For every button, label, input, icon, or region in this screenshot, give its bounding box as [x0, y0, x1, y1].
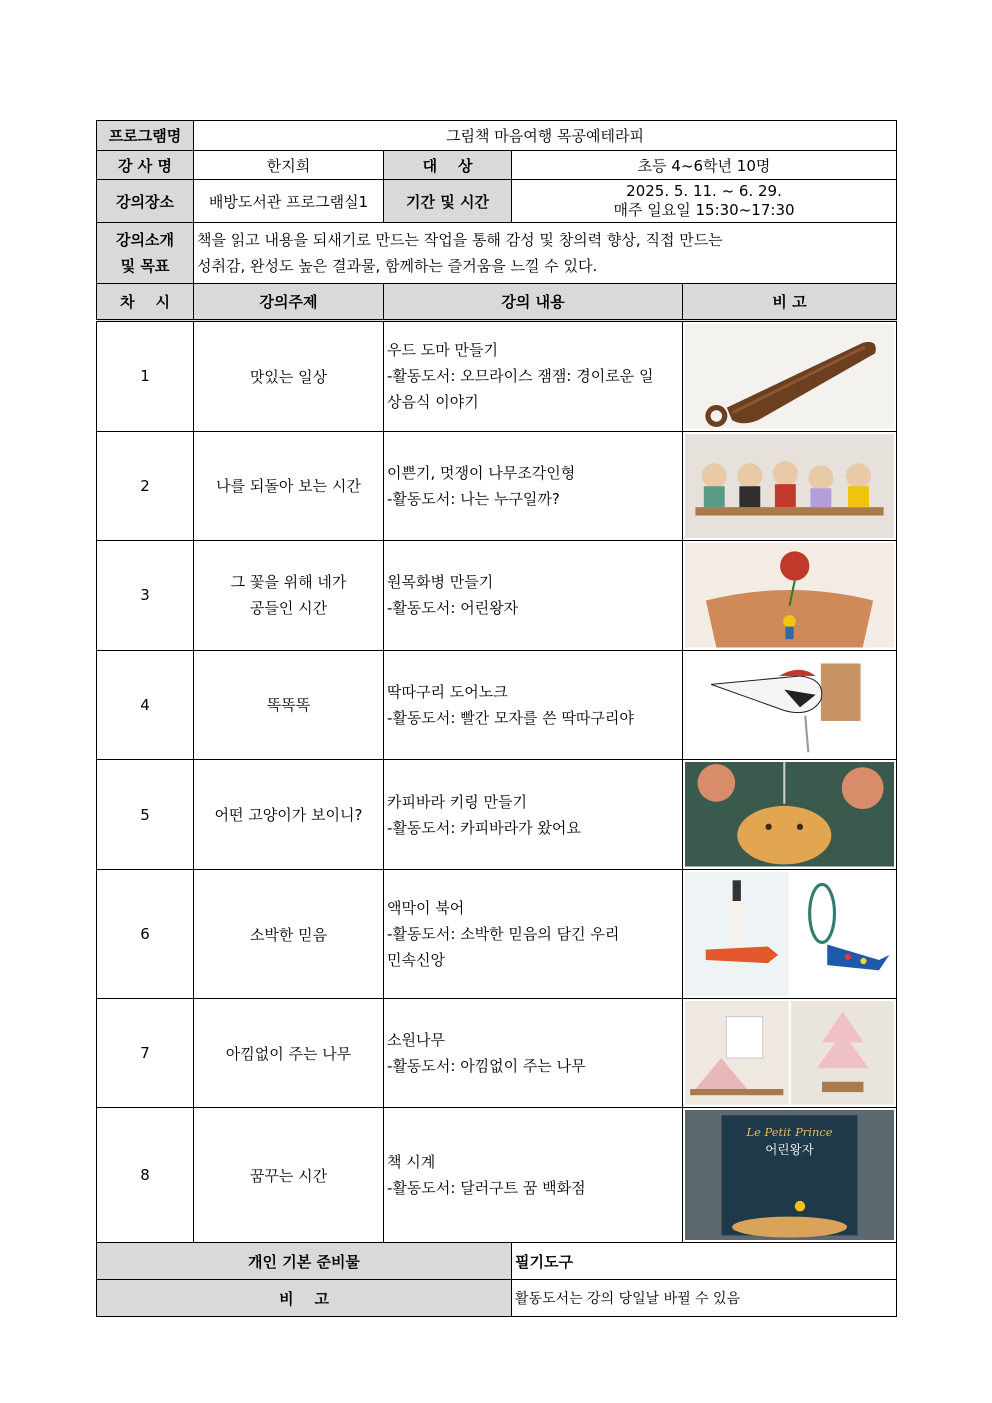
intro-row [97, 223, 897, 284]
period-time: 매주 일요일 15:30~17:30 [613, 201, 795, 219]
supplies-row [97, 1243, 897, 1280]
topic-line: 그 꽃을 위해 네가 [230, 573, 347, 592]
content-line: -활동도서: 소박한 믿음의 담긴 우리 [387, 925, 620, 944]
instructor-label: 강 사 명 [97, 151, 194, 180]
wish-tree-photos [685, 1001, 894, 1105]
supplies-label: 개인 기본 준비물 [97, 1243, 512, 1280]
session-topic: 어떤 고양이가 보이니? [194, 760, 384, 870]
session-number: 6 [97, 870, 194, 999]
wooden-cutting-board-photo [685, 324, 894, 429]
session-content [384, 870, 683, 999]
session-topic: 나를 되돌아 보는 시간 [194, 431, 384, 541]
col-topic: 강의주제 [194, 284, 384, 321]
session-image-cell [683, 541, 897, 651]
content-line: 책 시계 [387, 1153, 436, 1172]
session-row-6 [97, 870, 897, 999]
wooden-doll-figures-photo [685, 434, 894, 539]
content-line: -활동도서: 어린왕자 [387, 599, 519, 618]
session-image-cell [683, 760, 897, 870]
intro-label-line2: 및 목표 [120, 257, 170, 275]
session-topic: 꿈꾸는 시간 [194, 1107, 384, 1243]
session-number: 4 [97, 650, 194, 760]
note-value: 활동도서는 강의 당일날 바뀔 수 있음 [512, 1280, 897, 1317]
target-label: 대 상 [384, 151, 512, 180]
content-line: -활동도서: 카피바라가 왔어요 [387, 818, 581, 837]
note-row [97, 1280, 897, 1317]
session-image-cell [683, 999, 897, 1108]
topic-line: 공들인 시간 [249, 599, 328, 618]
instructor-name: 한지희 [194, 151, 384, 180]
fish-charm-photo-2 [791, 872, 895, 996]
session-image-cell [683, 1107, 897, 1243]
content-line: -활동도서: 나는 누구일까? [387, 489, 560, 508]
session-row-3 [97, 541, 897, 651]
session-image-cell [683, 870, 897, 999]
content-line: -활동도서: 오므라이스 잼잼: 경이로운 일 [387, 367, 654, 386]
session-image-cell [683, 321, 897, 432]
program-name: 그림책 마음여행 목공예테라피 [194, 121, 897, 151]
intro-label [97, 223, 194, 284]
content-line: -활동도서: 빨간 모자를 쓴 딱따구리야 [387, 708, 634, 727]
book-clock-photo [685, 1110, 894, 1241]
note-label: 비 고 [97, 1280, 512, 1317]
program-table [96, 120, 897, 1317]
session-number: 7 [97, 999, 194, 1108]
period-label: 기간 및 시간 [384, 180, 512, 223]
intro-text-line1: 책을 읽고 내용을 되새기로 만드는 작업을 통해 감성 및 창의력 향상, 직접 만드는 [197, 231, 723, 249]
session-row-5 [97, 760, 897, 870]
session-image-cell [683, 650, 897, 760]
col-note: 비 고 [683, 284, 897, 321]
supplies-value: 필기도구 [512, 1243, 897, 1280]
session-row-8 [97, 1107, 897, 1243]
session-content [384, 999, 683, 1108]
period-value [512, 180, 897, 223]
session-content [384, 1107, 683, 1243]
content-line: -활동도서: 달러구트 꿈 백화점 [387, 1179, 586, 1198]
content-line: -활동도서: 아낌없이 주는 나무 [387, 1057, 586, 1076]
book-title-en: Le Petit Prince [746, 1124, 833, 1139]
content-line: 이쁜기, 멋쟁이 나무조각인형 [387, 463, 576, 482]
content-line: 상음식 이야기 [387, 393, 479, 412]
session-content [384, 321, 683, 432]
session-topic: 맛있는 일상 [194, 321, 384, 432]
content-line: 카피바라 키링 만들기 [387, 792, 527, 811]
target-value: 초등 4~6학년 10명 [512, 151, 897, 180]
col-content: 강의 내용 [384, 284, 683, 321]
col-session: 차 시 [97, 284, 194, 321]
session-row-7 [97, 999, 897, 1108]
session-number: 2 [97, 431, 194, 541]
session-number: 8 [97, 1107, 194, 1243]
instructor-row [97, 151, 897, 180]
place-value: 배방도서관 프로그램실1 [194, 180, 384, 223]
content-line: 우드 도마 만들기 [387, 341, 498, 360]
content-line: 원목화병 만들기 [387, 573, 494, 592]
fish-charm-photos [685, 872, 894, 996]
intro-label-line1: 강의소개 [116, 231, 174, 249]
period-dates: 2025. 5. 11. ~ 6. 29. [626, 182, 782, 200]
column-header-row [97, 284, 897, 321]
intro-text-line2: 성취감, 완성도 높은 결과물, 함께하는 즐거움을 느낄 수 있다. [197, 257, 598, 275]
fish-charm-photo-1 [685, 872, 789, 996]
session-content [384, 541, 683, 651]
session-row-2 [97, 431, 897, 541]
session-content [384, 431, 683, 541]
session-number: 1 [97, 321, 194, 432]
wooden-vase-rose-photo [685, 543, 894, 648]
place-row [97, 180, 897, 223]
content-line: 소원나무 [387, 1031, 445, 1050]
program-document [96, 120, 896, 1317]
session-row-4 [97, 650, 897, 760]
book-title-kr: 어린왕자 [765, 1141, 814, 1157]
session-content [384, 760, 683, 870]
woodpecker-door-knocker-photo [685, 653, 894, 758]
program-label: 프로그램명 [97, 121, 194, 151]
session-image-cell [683, 431, 897, 541]
place-label: 강의장소 [97, 180, 194, 223]
wish-tree-photo-1 [685, 1001, 789, 1105]
session-topic: 똑똑똑 [194, 650, 384, 760]
session-number: 3 [97, 541, 194, 651]
content-line: 액막이 북어 [387, 899, 465, 918]
session-topic [194, 541, 384, 651]
program-row [97, 121, 897, 151]
session-topic: 아낌없이 주는 나무 [194, 999, 384, 1108]
capybara-keyring-photo [685, 762, 894, 867]
wish-tree-photo-2 [791, 1001, 895, 1105]
content-line: 딱따구리 도어노크 [387, 682, 508, 701]
intro-text [194, 223, 897, 284]
session-topic: 소박한 믿음 [194, 870, 384, 999]
session-content [384, 650, 683, 760]
content-line: 민속신앙 [387, 951, 445, 970]
session-number: 5 [97, 760, 194, 870]
session-row-1 [97, 321, 897, 432]
